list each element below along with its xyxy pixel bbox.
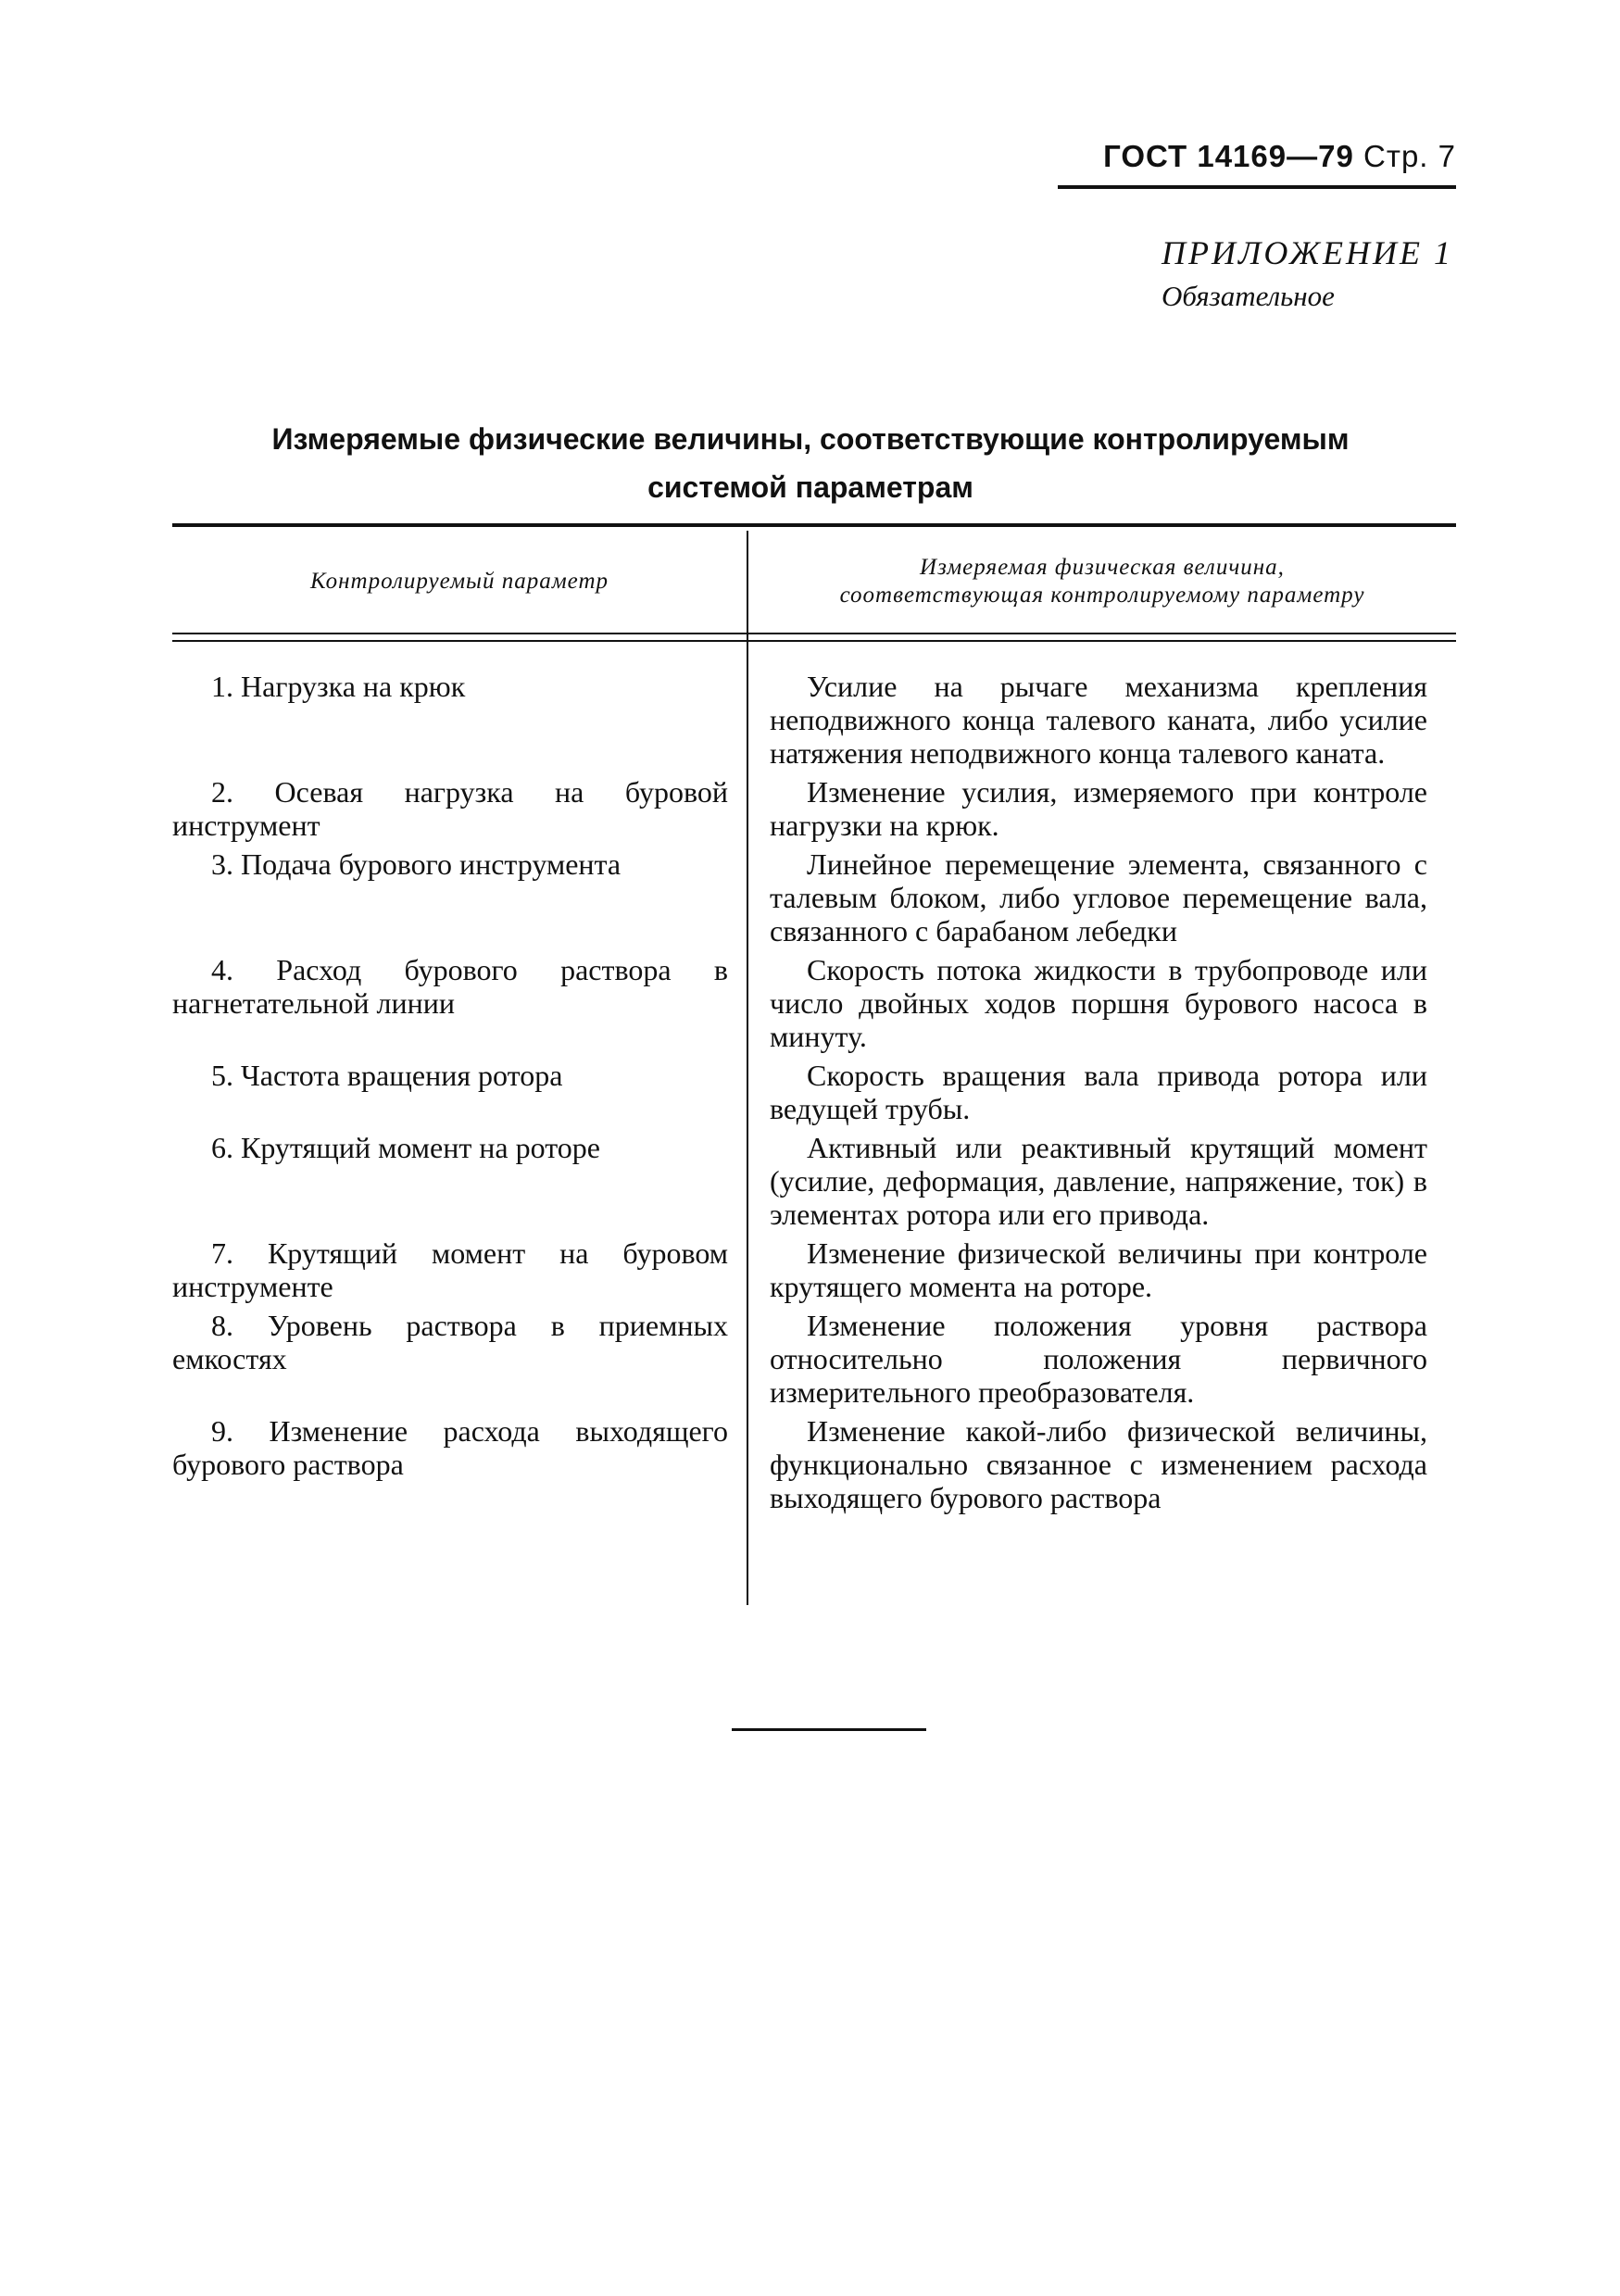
document-title <box>167 415 1454 511</box>
header-rule <box>1058 185 1456 189</box>
parameter-cell: 5. Частота вращения ротора <box>211 1059 563 1092</box>
appendix-note: Обязательное <box>1162 280 1335 312</box>
column-header-parameter: Контролируемый параметр <box>309 569 609 594</box>
column-header-quantity-line-1: Измеряемая физическая величина, <box>920 555 1285 580</box>
parameter-cell: 4. Расход бурового раствора в нагнетательной линии <box>172 953 728 1020</box>
parameter-cell: 3. Подача бурового инструмента <box>211 847 622 881</box>
parameter-cell: 9. Изменение расхода выходящего бурового раствора <box>172 1414 728 1481</box>
table-row <box>172 953 1456 1053</box>
quantity-cell: Активный или реактивный крутящий момент (усилие, деформация, давление, напряжение, ток) в элементах ротора или его привода. <box>770 1131 1427 1231</box>
standard-number: ГОСТ 14169—79 <box>1103 139 1354 173</box>
end-of-document-rule <box>732 1728 926 1731</box>
quantity-cell: Скорость потока жидкости в трубопроводе или число двойных ходов поршня бурового насоса в минуту. <box>770 953 1427 1053</box>
parameter-table <box>172 523 1456 1609</box>
parameter-cell: 6. Крутящий момент на роторе <box>211 1131 600 1164</box>
quantity-cell: Скорость вращения вала привода ротора или ведущей трубы. <box>770 1059 1427 1125</box>
appendix-block <box>1162 233 1456 313</box>
parameter-cell: 1. Нагрузка на крюк <box>211 670 466 703</box>
page-header <box>1058 139 1456 174</box>
table-row <box>172 1236 1456 1303</box>
table-row <box>172 1414 1456 1514</box>
table-row <box>172 1131 1456 1231</box>
quantity-cell: Изменение какой-либо физической величины, функционально связанное с изменением расхода выходящего бурового раствора <box>770 1414 1427 1514</box>
column-header-quantity <box>748 531 1456 633</box>
parameter-cell: 2. Осевая нагрузка на буровой инструмент <box>172 775 728 842</box>
document-title-line-2: системой параметрам <box>647 470 973 504</box>
parameter-cell: 7. Крутящий момент на буровом инструменте <box>172 1236 728 1303</box>
quantity-cell: Изменение усилия, измеряемого при контроле нагрузки на крюк. <box>770 775 1427 842</box>
table-body <box>172 670 1456 1514</box>
table-top-rule <box>172 523 1456 527</box>
table-row <box>172 670 1456 770</box>
quantity-cell: Изменение положения уровня раствора относительно положения первичного измерительного преобразователя. <box>770 1309 1427 1409</box>
table-row <box>172 775 1456 842</box>
document-title-line-1: Измеряемые физические величины, соответствующие контролируемым <box>271 422 1350 456</box>
table-row <box>172 1059 1456 1125</box>
table-header-rule <box>172 633 1456 634</box>
quantity-cell: Изменение физической величины при контроле крутящего момента на роторе. <box>770 1236 1427 1303</box>
column-header-quantity-line-2: соответствующая контролируемому параметру <box>839 583 1365 608</box>
table-header-rule-double <box>172 640 1456 642</box>
page-number: Стр. 7 <box>1363 139 1456 173</box>
table-row <box>172 1309 1456 1409</box>
parameter-cell: 8. Уровень раствора в приемных емкостях <box>172 1309 728 1375</box>
appendix-title: ПРИЛОЖЕНИЕ 1 <box>1162 234 1453 271</box>
table-row <box>172 847 1456 947</box>
quantity-cell: Усилие на рычаге механизма крепления неподвижного конца талевого каната, либо усилие натяжения неподвижного конца талевого каната. <box>770 670 1427 770</box>
quantity-cell: Линейное перемещение элемента, связанного с талевым блоком, либо угловое перемещение вала, связанного с барабаном лебедки <box>770 847 1427 947</box>
